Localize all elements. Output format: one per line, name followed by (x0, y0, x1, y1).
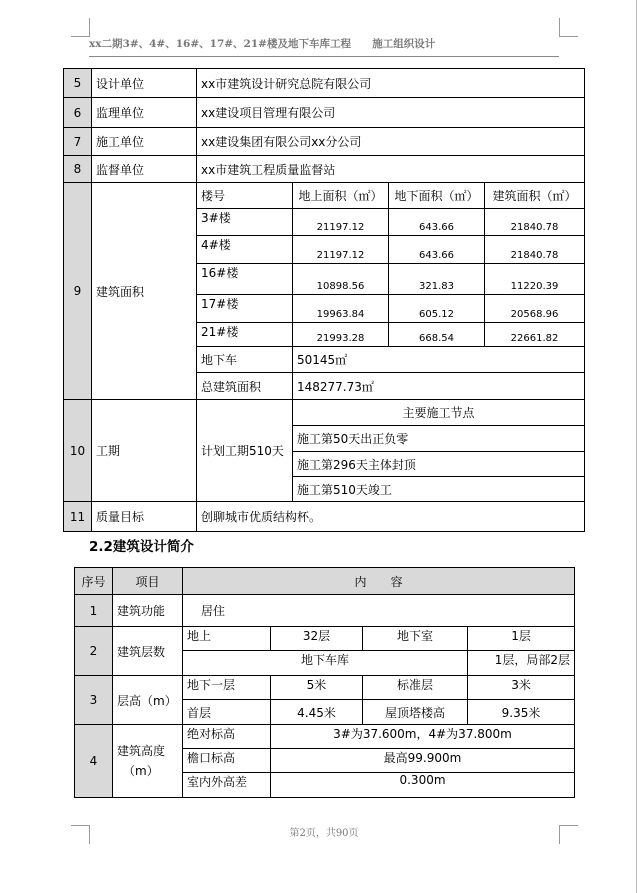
garage-value: 50145㎡ (293, 347, 585, 373)
total-area: 22661.82 (485, 323, 585, 347)
row-number: 6 (64, 98, 92, 128)
below-area: 605.12 (389, 295, 485, 323)
first-floor-value: 4.45米 (271, 700, 363, 725)
crop-mark-top-right (559, 18, 578, 37)
above-area: 21993.28 (293, 323, 389, 347)
crop-mark-bottom-left (71, 825, 90, 844)
project-overview-table (63, 68, 585, 532)
row-label: 工期 (92, 400, 197, 502)
row-number: 3 (75, 676, 113, 725)
table-row (64, 98, 585, 128)
absolute-elevation-label: 绝对标高 (183, 725, 271, 749)
row-label: 设计单位 (92, 69, 197, 98)
row-number: 5 (64, 69, 92, 98)
milestones-title: 主要施工节点 (293, 400, 585, 426)
total-area: 21840.78 (485, 236, 585, 264)
header-project: xx二期3#、4#、16#、17#、21#楼及地下车库工程 (89, 38, 351, 50)
milestone: 施工第50天出正负零 (293, 426, 585, 452)
building-name: 4#楼 (197, 236, 293, 264)
above-area: 21197.12 (293, 209, 389, 236)
row-label: 建筑功能 (113, 595, 183, 627)
row-number: 1 (75, 595, 113, 627)
row-value: xx建设集团有限公司xx分公司 (197, 128, 585, 156)
table-row (64, 156, 585, 183)
table-row (75, 676, 575, 700)
roof-tower-value: 9.35米 (468, 700, 575, 725)
planned-duration: 计划工期510天 (197, 400, 293, 502)
column-header-content: 内 容 (183, 568, 575, 595)
table-header-row (75, 568, 575, 595)
row-label: 质量目标 (92, 502, 197, 532)
crop-mark-bottom-right (559, 825, 578, 844)
table-row (75, 627, 575, 651)
b1-label: 地下一层 (183, 676, 271, 700)
table-row (64, 69, 585, 98)
row-value: 居住 (183, 595, 575, 627)
above-area: 19963.84 (293, 295, 389, 323)
indoor-outdoor-diff-label: 室内外高差 (183, 773, 271, 798)
eave-elevation-value: 最高99.900m (271, 749, 575, 773)
building-name: 17#楼 (197, 295, 293, 323)
above-area: 10898.56 (293, 264, 389, 295)
architecture-design-table (74, 567, 575, 798)
building-name: 21#楼 (197, 323, 293, 347)
header-doc-type: 施工组织设计 (372, 38, 436, 50)
total-area: 21840.78 (485, 209, 585, 236)
standard-floor-value: 3米 (468, 676, 575, 700)
row-number: 4 (75, 725, 113, 798)
table-row (64, 183, 585, 209)
garage-value: 1层，局部2层 (468, 651, 575, 676)
row-value: xx市建筑工程质量监督站 (197, 156, 585, 183)
building-name: 16#楼 (197, 264, 293, 295)
total-area-value: 148277.73㎡ (293, 373, 585, 400)
first-floor-label: 首层 (183, 700, 271, 725)
table-row (75, 725, 575, 749)
milestone: 施工第296天主体封顶 (293, 452, 585, 477)
page-footer: 第2页，共90页 (289, 828, 359, 839)
row-label: 监理单位 (92, 98, 197, 128)
eave-elevation-label: 檐口标高 (183, 749, 271, 773)
crop-mark-top-left (71, 18, 90, 37)
basement-value: 1层 (468, 627, 575, 651)
roof-tower-label: 屋顶塔楼高 (363, 700, 468, 725)
absolute-elevation-value: 3#为37.600m，4#为37.800m (271, 725, 575, 749)
table-row (64, 400, 585, 426)
above-ground-value: 32层 (271, 627, 363, 651)
section-title: 2.2建筑设计简介 (89, 539, 194, 555)
row-label: 层高（m） (113, 676, 183, 725)
column-header-item: 项目 (113, 568, 183, 595)
row-number: 8 (64, 156, 92, 183)
row-number: 7 (64, 128, 92, 156)
area-header-building: 楼号 (197, 183, 293, 209)
above-ground-label: 地上 (183, 627, 271, 651)
indoor-outdoor-diff-value: 0.300m (271, 773, 575, 798)
garage-label: 地下车库 (183, 651, 468, 676)
basement-label: 地下室 (363, 627, 468, 651)
row-label-unit: （m） (123, 764, 159, 778)
total-area-label: 总建筑面积 (197, 373, 293, 400)
area-header-below: 地下面积（㎡） (389, 183, 485, 209)
row-number: 10 (64, 400, 92, 502)
total-area: 20568.96 (485, 295, 585, 323)
row-label: 监督单位 (92, 156, 197, 183)
row-number: 11 (64, 502, 92, 532)
row-label: 建筑面积 (92, 183, 197, 400)
row-value: 创聊城市优质结构杯。 (197, 502, 585, 532)
below-area: 668.54 (389, 323, 485, 347)
table-row (64, 502, 585, 532)
row-value: xx建设项目管理有限公司 (197, 98, 585, 128)
below-area: 643.66 (389, 209, 485, 236)
milestone: 施工第510天竣工 (293, 477, 585, 502)
table-row (64, 128, 585, 156)
row-number: 9 (64, 183, 92, 400)
row-label-text: 建筑高度 (117, 744, 166, 758)
area-header-above: 地上面积（㎡） (293, 183, 389, 209)
row-value: xx市建筑设计研究总院有限公司 (197, 69, 585, 98)
column-header-no: 序号 (75, 568, 113, 595)
standard-floor-label: 标准层 (363, 676, 468, 700)
above-area: 21197.12 (293, 236, 389, 264)
page-header (89, 36, 559, 57)
row-label: 建筑层数 (113, 627, 183, 676)
row-label: 施工单位 (92, 128, 197, 156)
below-area: 321.83 (389, 264, 485, 295)
table-row (75, 595, 575, 627)
row-label (113, 725, 183, 798)
total-area: 11220.39 (485, 264, 585, 295)
b1-value: 5米 (271, 676, 363, 700)
below-area: 643.66 (389, 236, 485, 264)
area-header-total: 建筑面积（㎡） (485, 183, 585, 209)
row-number: 2 (75, 627, 113, 676)
building-name: 3#楼 (197, 209, 293, 236)
garage-label: 地下车 (197, 347, 293, 373)
